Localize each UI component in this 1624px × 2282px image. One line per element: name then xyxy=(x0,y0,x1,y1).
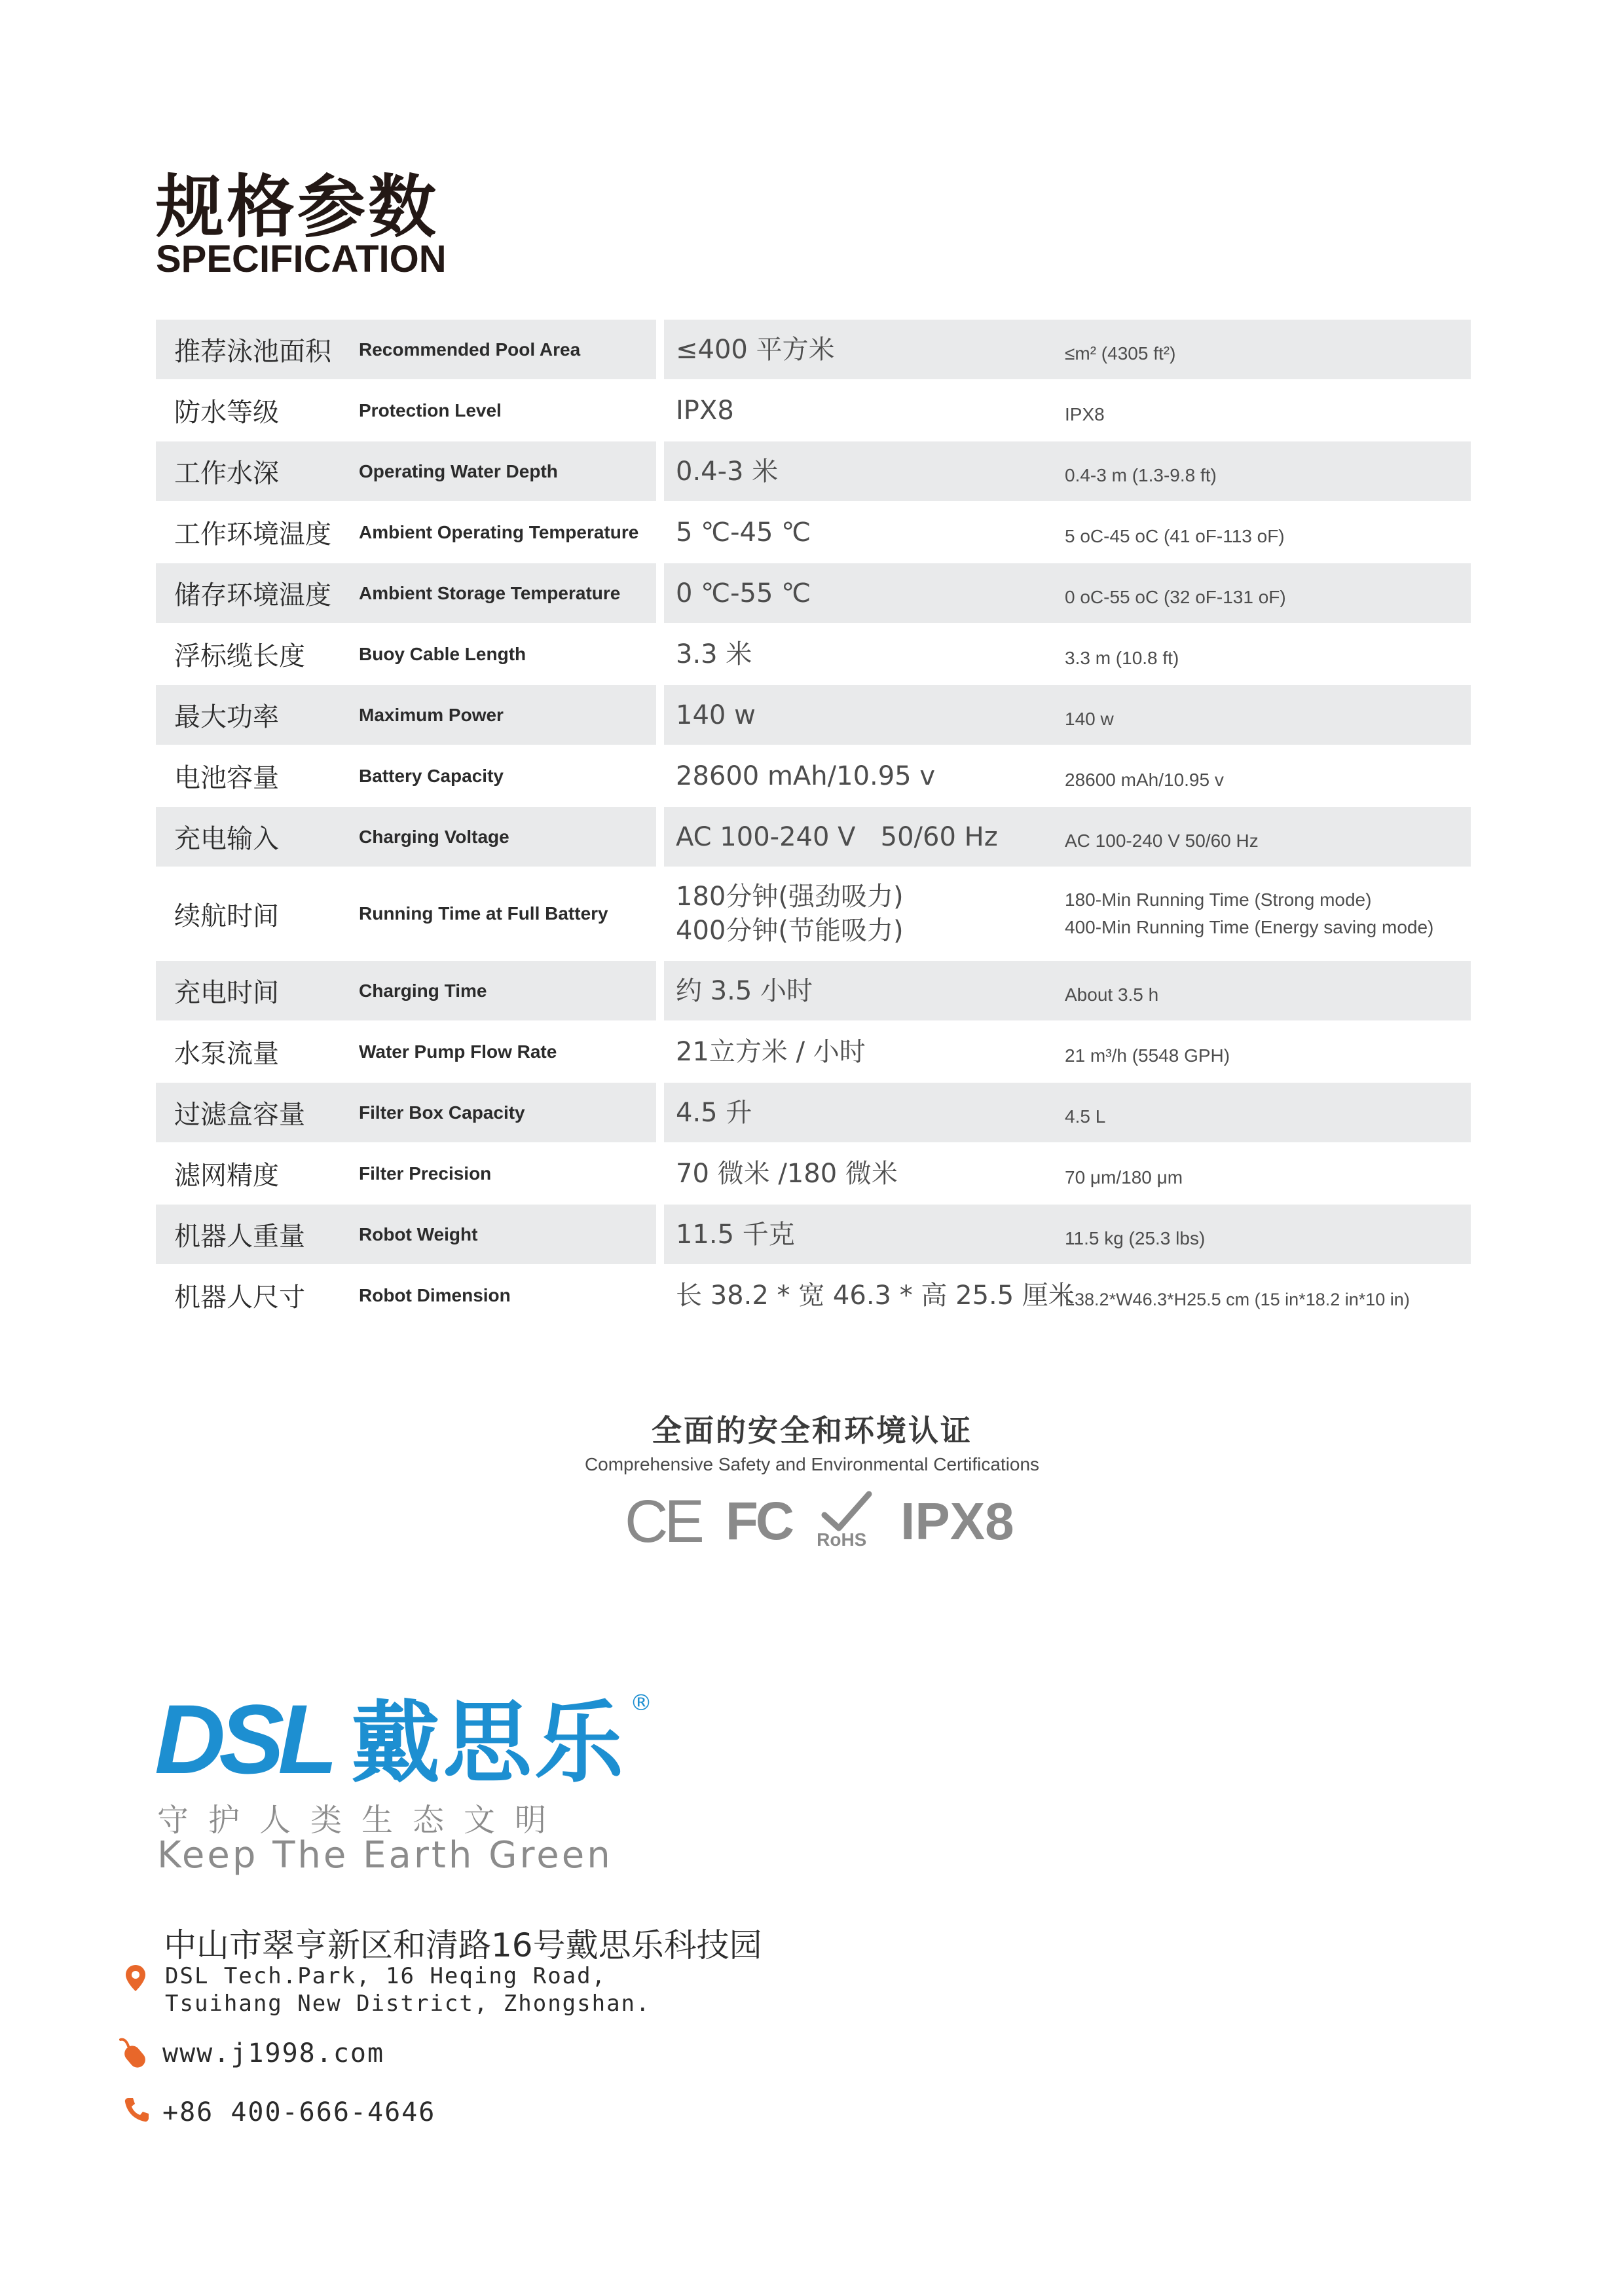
spec-value-cn: 0.4-3 米 xyxy=(676,456,779,487)
spec-label-en: Running Time at Full Battery xyxy=(359,903,608,924)
spec-row xyxy=(156,441,1471,501)
spec-table xyxy=(156,320,1471,1326)
spec-label-cn: 储存环境温度 xyxy=(174,580,331,610)
spec-label-cn: 滤网精度 xyxy=(174,1161,279,1191)
spec-row xyxy=(156,381,1471,440)
spec-label-cn: 电池容量 xyxy=(174,763,279,793)
spec-value-en-line2: 400-Min Running Time (Energy saving mode) xyxy=(1065,917,1434,937)
address-cn: 中山市翠亨新区和清路16号戴思乐科技园 xyxy=(164,1926,762,1964)
spec-label-en: Ambient Storage Temperature xyxy=(359,582,621,603)
spec-value-en: 3.3 m (10.8 ft) xyxy=(1065,647,1179,668)
website-link[interactable]: www.j1998.com xyxy=(162,2038,385,2068)
spec-row xyxy=(156,1265,1471,1325)
spec-label-cn: 工作环境温度 xyxy=(174,519,331,550)
spec-row xyxy=(156,868,1471,960)
spec-value-cn xyxy=(664,880,1065,948)
registered-mark-icon: ® xyxy=(630,1690,652,1716)
spec-row xyxy=(156,320,1471,379)
spec-label-en: Charging Voltage xyxy=(359,826,509,847)
spec-value-en: IPX8 xyxy=(1065,403,1105,424)
spec-label-cn: 推荐泳池面积 xyxy=(174,337,331,367)
spec-label-en: Filter Precision xyxy=(359,1163,492,1184)
spec-value-cn: 21立方米 / 小时 xyxy=(676,1036,866,1067)
spec-row xyxy=(156,1205,1471,1264)
spec-value-en: 140 w xyxy=(1065,708,1114,729)
spec-label-en: Robot Weight xyxy=(359,1224,478,1244)
spec-value-en: 28600 mAh/10.95 v xyxy=(1065,769,1224,790)
spec-row xyxy=(156,685,1471,745)
spec-label-en: Operating Water Depth xyxy=(359,460,558,481)
spec-value-cn: 70 微米 /180 微米 xyxy=(676,1158,898,1189)
spec-label-cn: 充电输入 xyxy=(174,824,279,854)
spec-label-en: Protection Level xyxy=(359,400,502,421)
spec-value-cn: 11.5 千克 xyxy=(676,1219,795,1250)
spec-label-cn: 机器人尺寸 xyxy=(174,1282,305,1313)
address-en-line2: Tsuihang New District, Zhongshan. xyxy=(165,1991,651,2017)
spec-value-cn: 140 w xyxy=(676,700,756,730)
spec-row xyxy=(156,502,1471,562)
address-en-line1: DSL Tech.Park, 16 Heqing Road, xyxy=(165,1963,607,1989)
brand-logo-cn: 戴思乐 xyxy=(351,1692,626,1795)
certification-logos xyxy=(625,1486,1014,1558)
spec-value-en: 21 m³/h (5548 GPH) xyxy=(1065,1045,1230,1066)
brand-slogan-en: Keep The Earth Green xyxy=(157,1834,613,1877)
spec-value-cn: 4.5 升 xyxy=(676,1097,752,1128)
spec-label-en: Robot Dimension xyxy=(359,1284,511,1305)
spec-label-cn: 工作水深 xyxy=(174,458,279,489)
spec-label-en: Water Pump Flow Rate xyxy=(359,1041,557,1062)
spec-label-cn: 续航时间 xyxy=(174,901,279,931)
spec-value-en: AC 100-240 V 50/60 Hz xyxy=(1065,830,1259,851)
ce-mark-icon: CE xyxy=(625,1487,701,1555)
spec-value-en: 11.5 kg (25.3 lbs) xyxy=(1065,1227,1206,1248)
spec-value-cn: AC 100-240 V 50/60 Hz xyxy=(676,821,998,852)
spec-value-cn: IPX8 xyxy=(676,395,734,426)
spec-label-en: Ambient Operating Temperature xyxy=(359,521,639,542)
spec-label-en: Buoy Cable Length xyxy=(359,643,526,664)
spec-value-cn: ≤400 平方米 xyxy=(676,334,835,365)
spec-label-cn: 机器人重量 xyxy=(174,1222,305,1252)
brand-slogan-cn: 守护人类生态文明 xyxy=(157,1802,566,1839)
spec-row xyxy=(156,563,1471,623)
location-pin-icon xyxy=(124,1964,147,1992)
spec-value-en: 5 oC-45 oC (41 oF-113 oF) xyxy=(1065,525,1285,546)
spec-value-en: 4.5 L xyxy=(1065,1106,1106,1127)
spec-value-en: ≤m² (4305 ft²) xyxy=(1065,343,1176,364)
certifications-title-en: Comprehensive Safety and Environmental Certifications xyxy=(584,1454,1040,1474)
spec-value-en: 0.4-3 m (1.3-9.8 ft) xyxy=(1065,464,1217,485)
spec-label-en: Recommended Pool Area xyxy=(359,339,581,360)
spec-row xyxy=(156,1083,1471,1142)
spec-value-en xyxy=(1065,886,1433,941)
spec-row xyxy=(156,807,1471,867)
spec-value-en: L38.2*W46.3*H25.5 cm (15 in*18.2 in*10 in) xyxy=(1065,1289,1410,1309)
spec-value-en-line1: 180-Min Running Time (Strong mode) xyxy=(1065,889,1372,910)
brand-logo xyxy=(155,1684,652,1795)
phone-number[interactable]: +86 400-666-4646 xyxy=(162,2097,436,2127)
spec-row xyxy=(156,746,1471,806)
spec-row xyxy=(156,961,1471,1020)
page-title-cn: 规格参数 xyxy=(156,167,439,247)
spec-label-cn: 水泵流量 xyxy=(174,1039,279,1069)
spec-value-cn: 5 ℃-45 ℃ xyxy=(676,517,811,548)
spec-value-cn: 3.3 米 xyxy=(676,639,752,669)
spec-value-cn-line2: 400分钟(节能吸力) xyxy=(676,916,904,946)
brand-logo-en: DSL xyxy=(155,1684,331,1794)
spec-label-en: Maximum Power xyxy=(359,704,504,725)
mouse-icon xyxy=(118,2036,153,2071)
spec-label-cn: 充电时间 xyxy=(174,978,279,1008)
fcc-mark-icon: FC xyxy=(725,1491,792,1551)
address-en xyxy=(165,1962,651,2017)
rohs-mark-icon xyxy=(817,1490,876,1553)
page-title-en: SPECIFICATION xyxy=(156,238,447,280)
spec-label-cn: 过滤盒容量 xyxy=(174,1100,305,1130)
spec-label-en: Battery Capacity xyxy=(359,765,504,786)
spec-value-cn-line1: 180分钟(强劲吸力) xyxy=(676,882,904,912)
spec-label-cn: 浮标缆长度 xyxy=(174,641,305,671)
spec-value-cn: 0 ℃-55 ℃ xyxy=(676,578,811,608)
spec-value-en: About 3.5 h xyxy=(1065,984,1159,1005)
spec-value-en: 0 oC-55 oC (32 oF-131 oF) xyxy=(1065,586,1286,607)
spec-row xyxy=(156,1144,1471,1203)
spec-value-en: 70 μm/180 μm xyxy=(1065,1167,1183,1188)
spec-label-cn: 最大功率 xyxy=(174,702,279,732)
spec-row xyxy=(156,624,1471,684)
spec-label-en: Filter Box Capacity xyxy=(359,1102,525,1123)
spec-value-cn: 28600 mAh/10.95 v xyxy=(676,760,936,791)
phone-icon xyxy=(123,2096,151,2123)
spec-label-en: Charging Time xyxy=(359,980,487,1001)
spec-row xyxy=(156,1022,1471,1081)
certifications-title-cn: 全面的安全和环境认证 xyxy=(652,1413,972,1448)
spec-label-cn: 防水等级 xyxy=(174,398,279,428)
spec-value-cn: 长 38.2 * 宽 46.3 * 高 25.5 厘米 xyxy=(676,1280,1075,1311)
ipx8-mark-icon: IPX8 xyxy=(900,1492,1014,1550)
rohs-label: RoHS xyxy=(817,1529,867,1550)
spec-value-cn: 约 3.5 小时 xyxy=(676,975,813,1006)
